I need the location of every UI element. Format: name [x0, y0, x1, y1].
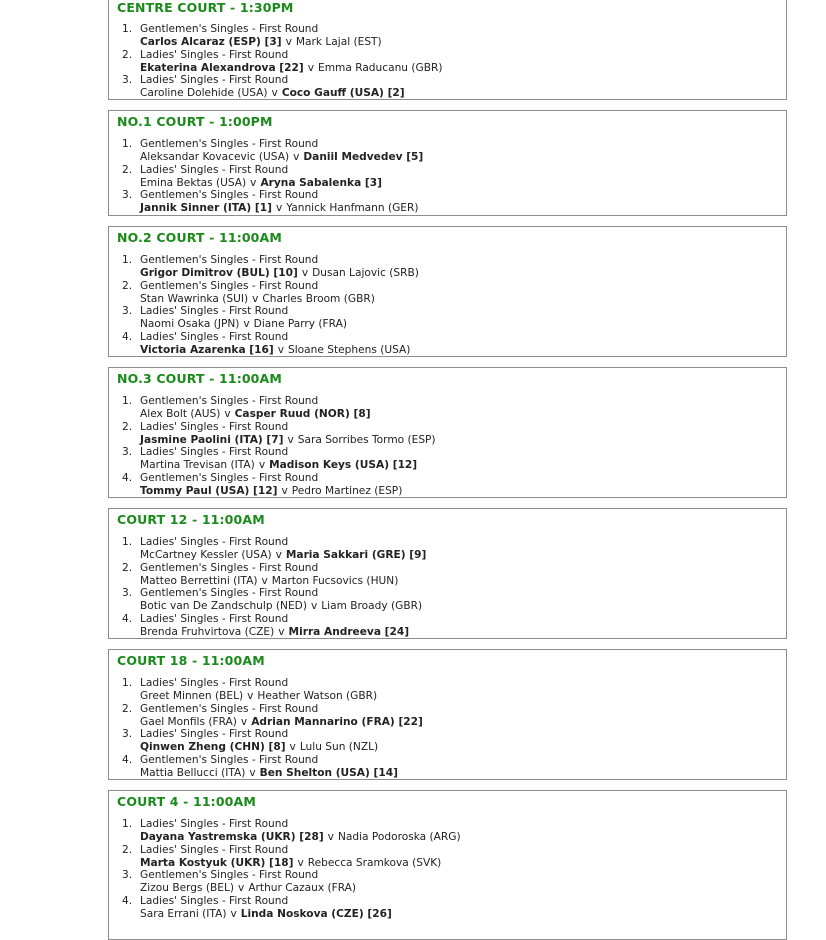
court-title: COURT 12 - 11:00AM [117, 512, 265, 527]
match-players [140, 87, 405, 100]
player-one: Tommy Paul (USA) [12] [140, 484, 278, 497]
match-players [140, 908, 392, 921]
versus-label: v [240, 715, 248, 728]
match-number: 1. [122, 138, 133, 150]
match-item [109, 703, 786, 729]
match-round: Ladies' Singles - First Round [140, 612, 289, 625]
versus-label: v [243, 318, 250, 330]
match-players [140, 177, 382, 190]
player-two: Arthur Cazaux (FRA) [248, 882, 357, 894]
player-two: Lulu Sun (NZL) [299, 741, 379, 753]
match-round: Ladies' Singles - First Round [140, 536, 289, 548]
court-title: NO.1 COURT - 1:00PM [117, 114, 273, 129]
match-round: Gentlemen's Singles - First Round [140, 395, 319, 407]
match-players [140, 434, 436, 447]
player-one: Ekaterina Alexandrova [22] [140, 61, 304, 74]
player-one: Brenda Fruhvirtova (CZE) [140, 625, 275, 638]
match-players [140, 575, 398, 588]
court-block [108, 508, 787, 639]
court-title: NO.3 COURT - 11:00AM [117, 371, 282, 386]
player-one: Grigor Dimitrov (BUL) [10] [140, 267, 298, 279]
player-two: Marton Fucsovics (HUN) [271, 574, 399, 587]
player-two: Aryna Sabalenka [3] [260, 176, 382, 189]
player-one: Jannik Sinner (ITA) [1] [140, 202, 272, 214]
match-round: Gentlemen's Singles - First Round [140, 254, 319, 266]
match-item [109, 613, 786, 639]
player-two: Pedro Martinez (ESP) [291, 484, 403, 497]
player-two: Heather Watson (GBR) [257, 690, 378, 702]
player-one: Carlos Alcaraz (ESP) [3] [140, 36, 282, 48]
versus-label: v [281, 484, 288, 497]
match-number: 4. [122, 471, 133, 484]
player-two: Daniil Medvedev [5] [303, 151, 424, 163]
versus-label: v [275, 202, 283, 214]
match-players [140, 716, 423, 729]
match-players [140, 626, 409, 639]
player-one: Qinwen Zheng (CHN) [8] [140, 741, 286, 753]
player-two: Mirra Andreeva [24] [288, 625, 410, 638]
match-players [140, 318, 347, 331]
player-one: Greet Minnen (BEL) [140, 690, 244, 702]
match-round: Gentlemen's Singles - First Round [140, 189, 319, 201]
match-item [109, 23, 786, 49]
player-two: Sloane Stephens (USA) [288, 343, 411, 356]
versus-label: v [250, 176, 257, 189]
player-two: Ben Shelton (USA) [14] [259, 766, 398, 779]
match-number: 1. [122, 677, 133, 689]
versus-label: v [252, 292, 259, 305]
player-two: Rebecca Sramkova (SVK) [307, 856, 442, 869]
match-number: 3. [122, 869, 133, 881]
player-two: Mark Lajal (EST) [295, 36, 382, 48]
match-number: 2. [122, 843, 133, 856]
match-number: 4. [122, 894, 133, 907]
match-number: 3. [122, 305, 133, 317]
match-players [140, 600, 422, 613]
match-item [109, 818, 786, 844]
match-item [109, 895, 786, 921]
match-number: 3. [122, 587, 133, 599]
player-two: Coco Gauff (USA) [2] [281, 87, 405, 99]
player-one: Alex Bolt (AUS) [140, 408, 221, 420]
match-item [109, 728, 786, 754]
versus-label: v [285, 36, 292, 48]
player-two: Madison Keys (USA) [12] [269, 459, 418, 471]
match-players [140, 857, 441, 870]
player-one: Gael Monfils (FRA) [140, 715, 237, 728]
versus-label: v [249, 766, 256, 779]
match-round: Ladies' Singles - First Round [140, 74, 289, 86]
match-players [140, 293, 375, 306]
match-round: Ladies' Singles - First Round [140, 677, 289, 689]
match-players [140, 741, 378, 754]
match-round: Gentlemen's Singles - First Round [140, 138, 319, 150]
match-number: 2. [122, 163, 133, 176]
match-round: Ladies' Singles - First Round [140, 446, 289, 458]
match-number: 2. [122, 561, 133, 574]
match-players [140, 344, 410, 357]
match-number: 2. [122, 48, 133, 61]
match-round: Gentlemen's Singles - First Round [140, 753, 319, 766]
match-item [109, 844, 786, 870]
player-two: Yannick Hanfmann (GER) [286, 202, 419, 214]
match-round: Ladies' Singles - First Round [140, 728, 289, 740]
match-players [140, 408, 371, 421]
match-item [109, 562, 786, 588]
match-number: 3. [122, 446, 133, 458]
match-item [109, 677, 786, 703]
versus-label: v [277, 343, 285, 356]
match-number: 1. [122, 254, 133, 266]
match-players [140, 549, 426, 562]
versus-label: v [310, 600, 318, 612]
court-block [108, 790, 787, 940]
player-one: Naomi Osaka (JPN) [140, 318, 240, 330]
player-one: Caroline Dolehide (USA) [140, 87, 268, 99]
player-one: Botic van De Zandschulp (NED) [140, 600, 307, 612]
match-item [109, 49, 786, 75]
versus-label: v [247, 690, 254, 702]
match-number: 2. [122, 279, 133, 292]
match-round: Ladies' Singles - First Round [140, 48, 289, 61]
player-two: Sara Sorribes Tormo (ESP) [297, 433, 436, 446]
match-players [140, 202, 418, 215]
court-block [108, 367, 787, 498]
match-players [140, 831, 461, 844]
match-players [140, 882, 356, 895]
match-item [109, 472, 786, 498]
versus-label: v [230, 907, 237, 920]
match-item [109, 869, 786, 895]
match-players [140, 690, 377, 703]
match-players [140, 36, 382, 49]
player-one: Marta Kostyuk (UKR) [18] [140, 856, 294, 869]
match-item [109, 536, 786, 562]
match-round: Ladies' Singles - First Round [140, 420, 289, 433]
match-players [140, 485, 402, 498]
match-players [140, 267, 419, 280]
player-two: Emma Raducanu (GBR) [318, 61, 443, 74]
player-one: McCartney Kessler (USA) [140, 549, 272, 561]
court-title: COURT 4 - 11:00AM [117, 794, 256, 809]
match-round: Ladies' Singles - First Round [140, 818, 289, 830]
versus-label: v [293, 151, 300, 163]
match-round: Gentlemen's Singles - First Round [140, 471, 319, 484]
versus-label: v [275, 549, 282, 561]
match-item [109, 331, 786, 357]
court-title: NO.2 COURT - 11:00AM [117, 230, 282, 245]
match-number: 1. [122, 818, 133, 830]
match-item [109, 587, 786, 613]
player-one: Jasmine Paolini (ITA) [7] [140, 433, 284, 446]
player-one: Victoria Azarenka [16] [140, 343, 274, 356]
match-number: 4. [122, 612, 133, 625]
match-players [140, 767, 398, 780]
versus-label: v [301, 267, 309, 279]
match-round: Gentlemen's Singles - First Round [140, 561, 319, 574]
match-item [109, 74, 786, 100]
court-title: COURT 18 - 11:00AM [117, 653, 265, 668]
versus-label: v [224, 408, 231, 420]
match-number: 3. [122, 189, 133, 201]
match-number: 1. [122, 395, 133, 407]
versus-label: v [261, 574, 268, 587]
match-round: Gentlemen's Singles - First Round [140, 23, 319, 35]
player-two: Adrian Mannarino (FRA) [22] [251, 715, 423, 728]
match-item [109, 305, 786, 331]
player-one: Emina Bektas (USA) [140, 176, 247, 189]
player-two: Liam Broady (GBR) [321, 600, 423, 612]
versus-label: v [289, 741, 296, 753]
match-item [109, 421, 786, 447]
match-round: Gentlemen's Singles - First Round [140, 869, 319, 881]
match-players [140, 62, 442, 75]
match-number: 4. [122, 753, 133, 766]
match-round: Gentlemen's Singles - First Round [140, 279, 319, 292]
match-number: 4. [122, 330, 133, 343]
match-item [109, 395, 786, 421]
court-block [108, 0, 787, 100]
versus-label: v [238, 882, 245, 894]
match-round: Ladies' Singles - First Round [140, 305, 289, 317]
player-one: Sara Errani (ITA) [140, 907, 227, 920]
match-round: Gentlemen's Singles - First Round [140, 702, 319, 715]
court-block [108, 110, 787, 216]
match-round: Gentlemen's Singles - First Round [140, 587, 319, 599]
match-item [109, 138, 786, 164]
court-title: CENTRE COURT - 1:30PM [117, 0, 294, 15]
match-item [109, 280, 786, 306]
versus-label: v [278, 625, 285, 638]
match-round: Ladies' Singles - First Round [140, 330, 289, 343]
player-two: Linda Noskova (CZE) [26] [240, 907, 392, 920]
player-one: Matteo Berrettini (ITA) [140, 574, 258, 587]
player-two: Diane Parry (FRA) [253, 318, 347, 330]
match-number: 3. [122, 728, 133, 740]
match-round: Ladies' Singles - First Round [140, 163, 289, 176]
match-item [109, 254, 786, 280]
court-block [108, 226, 787, 357]
player-one: Martina Trevisan (ITA) [140, 459, 255, 471]
match-round: Ladies' Singles - First Round [140, 894, 289, 907]
versus-label: v [307, 61, 314, 74]
match-number: 2. [122, 702, 133, 715]
versus-label: v [297, 856, 304, 869]
court-block [108, 649, 787, 780]
match-number: 1. [122, 23, 133, 35]
player-one: Stan Wawrinka (SUI) [140, 292, 249, 305]
player-one: Aleksandar Kovacevic (USA) [140, 151, 290, 163]
match-item [109, 446, 786, 472]
match-players [140, 459, 417, 472]
match-item [109, 164, 786, 190]
versus-label: v [327, 831, 334, 843]
versus-label: v [271, 87, 278, 99]
match-item [109, 754, 786, 780]
player-two: Casper Ruud (NOR) [8] [234, 408, 371, 420]
player-two: Maria Sakkari (GRE) [9] [285, 549, 427, 561]
player-two: Charles Broom (GBR) [262, 292, 375, 305]
match-players [140, 151, 423, 164]
match-number: 1. [122, 536, 133, 548]
match-number: 3. [122, 74, 133, 86]
match-number: 2. [122, 420, 133, 433]
match-round: Ladies' Singles - First Round [140, 843, 289, 856]
match-item [109, 189, 786, 215]
versus-label: v [258, 459, 266, 471]
player-one: Mattia Bellucci (ITA) [140, 766, 246, 779]
versus-label: v [287, 433, 294, 446]
player-two: Nadia Podoroska (ARG) [337, 831, 461, 843]
player-two: Dusan Lajovic (SRB) [312, 267, 419, 279]
player-one: Zizou Bergs (BEL) [140, 882, 235, 894]
player-one: Dayana Yastremska (UKR) [28] [140, 831, 324, 843]
